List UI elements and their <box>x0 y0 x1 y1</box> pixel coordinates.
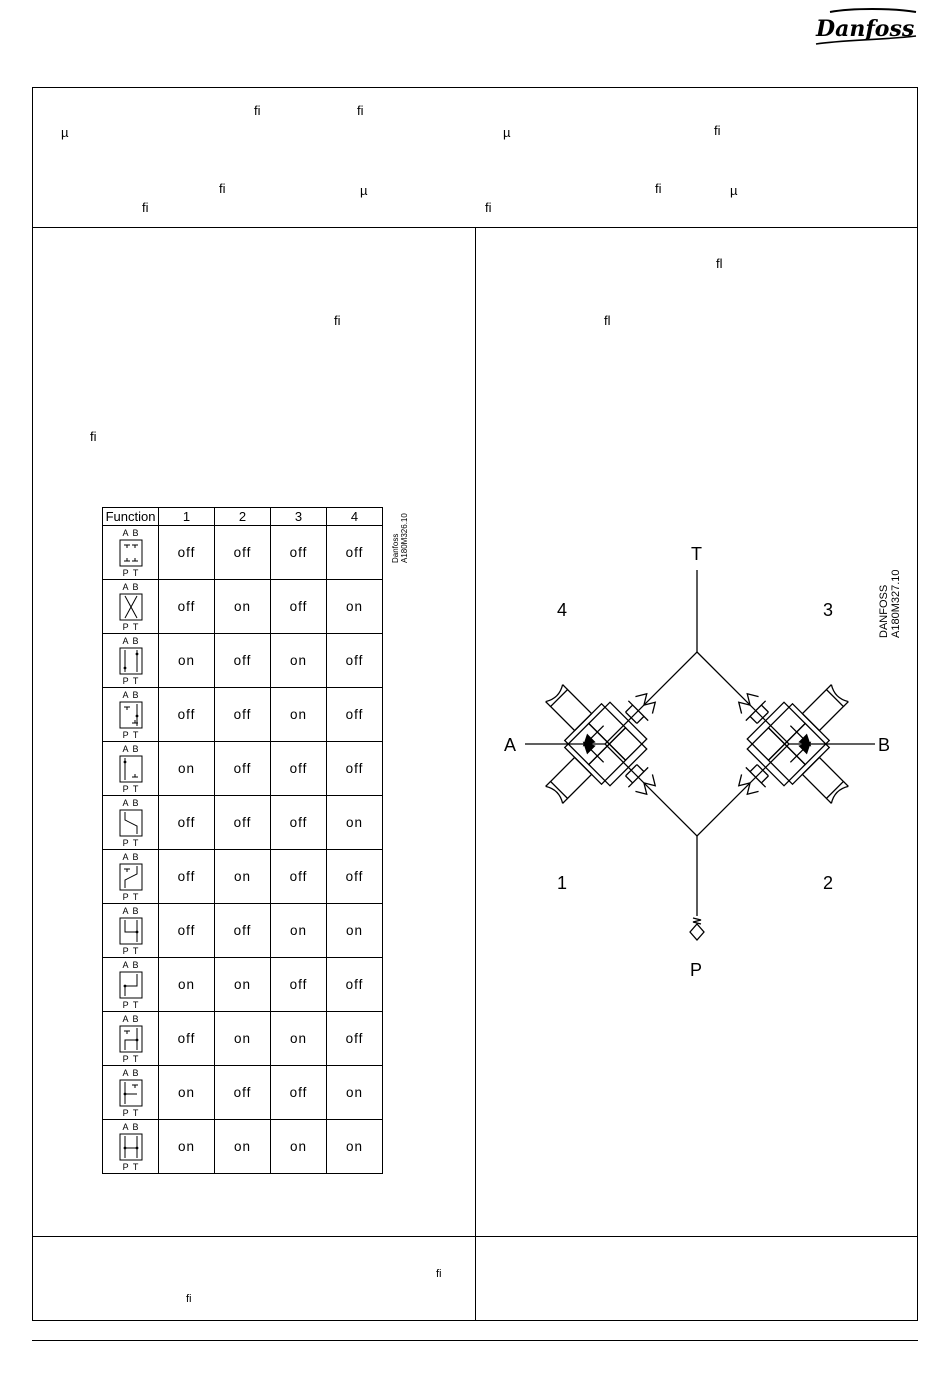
drawing-code-line: A180M326.10 <box>400 513 409 563</box>
symbol-box <box>120 1080 142 1106</box>
valve-function-symbol <box>111 527 151 579</box>
port-label-p: P <box>690 960 703 980</box>
valve-function-symbol <box>111 689 151 741</box>
valve-state-cell: off <box>327 742 383 796</box>
function-table <box>102 507 383 1174</box>
ligature-glyph: ﬁ <box>334 313 341 328</box>
valve-label-3: 3 <box>823 600 834 620</box>
symbol-port-label-bottom: P T <box>122 675 139 686</box>
symbol-junction-dot <box>135 1146 138 1149</box>
symbol-port-label-bottom: P T <box>122 783 139 794</box>
valve-state-cell: off <box>327 526 383 580</box>
valve-function-symbol <box>111 1121 151 1173</box>
symbol-flow-path <box>125 920 137 942</box>
valve-state-cell: on <box>215 580 271 634</box>
valve-state-cell: off <box>271 526 327 580</box>
symbol-port-label-top: A B <box>121 1067 140 1078</box>
symbol-port-label-top: A B <box>121 635 140 646</box>
valve-state-cell: off <box>327 1012 383 1066</box>
table-row <box>103 1012 383 1066</box>
table-row <box>103 958 383 1012</box>
symbol-port-label-top: A B <box>121 1121 140 1132</box>
valve-state-cell: off <box>271 796 327 850</box>
ligature-glyph: ﬁ <box>436 1268 442 1280</box>
manifold-diamond <box>605 652 789 836</box>
valve-state-cell: on <box>327 580 383 634</box>
function-symbol-cell <box>103 904 159 958</box>
valve-state-cell: off <box>159 526 215 580</box>
port-label-a: A <box>504 735 517 755</box>
valve-state-cell: on <box>159 1120 215 1174</box>
port-label-b: B <box>878 735 891 755</box>
symbol-port-label-top: A B <box>121 851 140 862</box>
valve-function-symbol <box>111 581 151 633</box>
valve-function-symbol <box>111 905 151 957</box>
valve-state-cell: off <box>327 850 383 904</box>
valve-function-symbol <box>111 851 151 903</box>
valve-state-cell: on <box>159 742 215 796</box>
table-header-cell: 4 <box>327 508 383 526</box>
symbol-flow-path <box>125 974 137 996</box>
function-symbol-cell <box>103 1120 159 1174</box>
valve-state-cell: off <box>271 1066 327 1120</box>
valve-state-cell: off <box>215 796 271 850</box>
symbol-box <box>120 540 142 566</box>
danfoss-logo <box>812 6 920 48</box>
table-header-cell: 2 <box>215 508 271 526</box>
valve-state-cell: off <box>215 904 271 958</box>
valve-state-cell: on <box>327 904 383 958</box>
valve-state-cell: off <box>159 1012 215 1066</box>
ligature-glyph: ﬁ <box>254 103 261 118</box>
valve-state-cell: on <box>159 958 215 1012</box>
symbol-port-label-top: A B <box>121 689 140 700</box>
valve-label-4: 4 <box>557 600 568 620</box>
valve-state-cell: on <box>327 1120 383 1174</box>
symbol-port-label-bottom: P T <box>122 1053 139 1064</box>
valve-state-cell: off <box>159 688 215 742</box>
table-row <box>103 1120 383 1174</box>
symbol-box <box>120 648 142 674</box>
symbol-port-label-top: A B <box>121 1013 140 1024</box>
table-header-row <box>103 508 383 526</box>
table-row <box>103 580 383 634</box>
ligature-glyph: ﬁ <box>357 103 364 118</box>
valve-state-cell: off <box>159 850 215 904</box>
valve-state-cell: on <box>271 904 327 958</box>
symbol-port-label-bottom: P T <box>122 999 139 1010</box>
valve-state-cell: off <box>159 796 215 850</box>
symbol-flow-path <box>124 1028 137 1050</box>
valve-state-cell: on <box>159 1066 215 1120</box>
mu-glyph: µ <box>730 183 738 198</box>
symbol-flow-path <box>125 1136 137 1158</box>
valve-state-cell: off <box>215 634 271 688</box>
valve-function-symbol <box>111 743 151 795</box>
table-row <box>103 742 383 796</box>
symbol-flow-path <box>125 1082 138 1104</box>
valve-function-symbol <box>111 797 151 849</box>
symbol-junction-dot <box>123 984 126 987</box>
valve-function-symbol <box>111 1013 151 1065</box>
ligature-glyph: ﬁ <box>142 200 149 215</box>
symbol-port-label-bottom: P T <box>122 1107 139 1118</box>
symbol-junction-dot <box>135 1038 138 1041</box>
diagram-drawing-code-line: A180M327.10 <box>890 569 902 638</box>
symbol-port-label-bottom: P T <box>122 567 139 578</box>
table-header-cell: Function <box>103 508 159 526</box>
symbol-flow-path <box>124 704 138 726</box>
table-header-cell: 3 <box>271 508 327 526</box>
symbol-port-label-top: A B <box>121 527 140 538</box>
symbol-flow-path <box>125 596 137 618</box>
table-header-cell: 1 <box>159 508 215 526</box>
valve-state-cell: off <box>159 580 215 634</box>
symbol-flow-path <box>124 866 137 888</box>
valve-state-cell: off <box>271 742 327 796</box>
valve-state-cell: off <box>215 1066 271 1120</box>
symbol-junction-dot <box>135 930 138 933</box>
function-symbol-cell <box>103 580 159 634</box>
symbol-box <box>120 1026 142 1052</box>
symbol-port-label-top: A B <box>121 743 140 754</box>
valve-state-cell: off <box>159 904 215 958</box>
function-symbol-cell <box>103 634 159 688</box>
symbol-junction-dot <box>123 1146 126 1149</box>
valve-diagram <box>500 530 910 990</box>
intro-section <box>32 87 918 228</box>
valve-state-cell: on <box>271 688 327 742</box>
symbol-junction-dot <box>123 1092 126 1095</box>
table-row <box>103 634 383 688</box>
valve-state-cell: off <box>215 742 271 796</box>
valve-state-cell: on <box>327 796 383 850</box>
symbol-box <box>120 756 142 782</box>
mu-glyph: µ <box>61 125 69 140</box>
ligature-glyph: ﬁ <box>90 429 97 444</box>
valve-state-cell: off <box>271 958 327 1012</box>
symbol-port-label-bottom: P T <box>122 837 139 848</box>
symbol-box <box>120 918 142 944</box>
function-symbol-cell <box>103 526 159 580</box>
ligature-glyph: ﬂ <box>716 256 723 271</box>
valve-state-cell: off <box>327 958 383 1012</box>
table-row <box>103 796 383 850</box>
mu-glyph: µ <box>360 183 368 198</box>
table-row <box>103 904 383 958</box>
symbol-flow-path <box>125 758 138 780</box>
table-row <box>103 850 383 904</box>
ligature-glyph: ﬁ <box>714 123 721 138</box>
check-valve <box>690 924 704 940</box>
table-row <box>103 688 383 742</box>
valve-state-cell: off <box>271 580 327 634</box>
function-symbol-cell <box>103 1012 159 1066</box>
valve-state-cell: on <box>215 850 271 904</box>
valve-state-cell: off <box>215 688 271 742</box>
table-row <box>103 1066 383 1120</box>
valve-state-cell: off <box>271 850 327 904</box>
symbol-junction-dot <box>135 714 138 717</box>
valve-state-cell: on <box>271 1120 327 1174</box>
valve-function-symbol <box>111 959 151 1011</box>
ligature-glyph: ﬁ <box>655 181 662 196</box>
ligature-glyph: ﬂ <box>604 313 611 328</box>
symbol-port-label-bottom: P T <box>122 621 139 632</box>
check-spring <box>693 918 701 924</box>
valve-state-cell: off <box>327 634 383 688</box>
valve-state-cell: off <box>327 688 383 742</box>
symbol-port-label-top: A B <box>121 959 140 970</box>
symbol-port-label-bottom: P T <box>122 891 139 902</box>
symbol-box <box>120 702 142 728</box>
symbol-box <box>120 972 142 998</box>
diagram-drawing-code-line: DANFOSS <box>878 584 890 638</box>
mu-glyph: µ <box>503 125 511 140</box>
valve-function-symbol <box>111 635 151 687</box>
symbol-flow-path <box>124 545 138 561</box>
port-label-t: T <box>691 544 702 564</box>
table-drawing-code <box>389 507 411 567</box>
valve-state-cell: on <box>159 634 215 688</box>
column-divider <box>475 227 476 1321</box>
function-symbol-cell <box>103 850 159 904</box>
drawing-code-line: Danfoss <box>391 533 400 563</box>
valve-label-2: 2 <box>823 873 834 893</box>
symbol-port-label-bottom: P T <box>122 945 139 956</box>
function-symbol-cell <box>103 1066 159 1120</box>
valve-state-cell: on <box>271 1012 327 1066</box>
valve-state-cell: on <box>271 634 327 688</box>
symbol-port-label-bottom: P T <box>122 1161 139 1172</box>
valve-state-cell: on <box>215 1120 271 1174</box>
valve-state-cell: off <box>215 526 271 580</box>
function-symbol-cell <box>103 742 159 796</box>
symbol-flow-path <box>125 650 137 672</box>
valve-state-cell: on <box>327 1066 383 1120</box>
symbol-junction-dot <box>123 760 126 763</box>
function-symbol-cell <box>103 688 159 742</box>
ligature-glyph: ﬁ <box>485 200 492 215</box>
symbol-junction-dot <box>135 652 138 655</box>
symbol-port-label-bottom: P T <box>122 729 139 740</box>
svg-text:Danfoss: Danfoss <box>816 16 915 42</box>
symbol-port-label-top: A B <box>121 797 140 808</box>
symbol-port-label-top: A B <box>121 905 140 916</box>
symbol-junction-dot <box>123 666 126 669</box>
ligature-glyph: ﬁ <box>219 181 226 196</box>
valve-state-cell: on <box>215 1012 271 1066</box>
table-row <box>103 526 383 580</box>
footer-rule <box>32 1340 918 1341</box>
symbol-box <box>120 1134 142 1160</box>
function-symbol-cell <box>103 796 159 850</box>
symbol-flow-path <box>125 812 137 834</box>
function-symbol-cell <box>103 958 159 1012</box>
symbol-port-label-top: A B <box>121 581 140 592</box>
valve-label-1: 1 <box>557 873 568 893</box>
valve-function-symbol <box>111 1067 151 1119</box>
valve-state-cell: on <box>215 958 271 1012</box>
ligature-glyph: ﬁ <box>186 1293 192 1305</box>
